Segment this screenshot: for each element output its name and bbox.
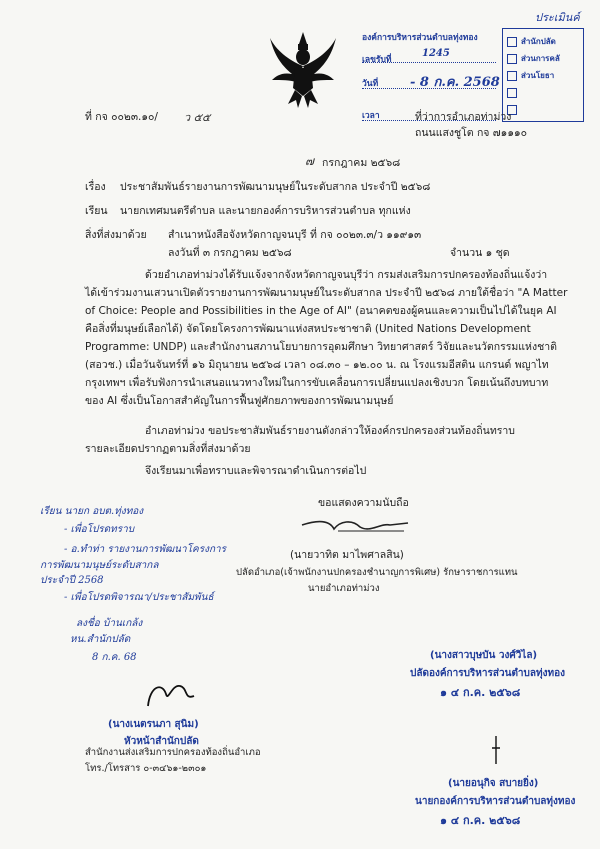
doc-number-hand: ว ๕๕: [184, 111, 211, 124]
margin-note-5: ประจำปี 2568: [40, 575, 104, 586]
office-line2: ถนนแสงชูโต กจ ๗๑๑๑๐: [415, 127, 528, 139]
margin-note-6: - เพื่อโปรดพิจารณา/ประชาสัมพันธ์: [64, 592, 214, 603]
enclosure: สำเนาหนังสือจังหวัดกาญจนบุรี ที่ กจ ๐๐๒๓.๓/ว ๑๑๙๑๓: [168, 229, 422, 241]
recipient: นายกเทศมนตรีตำบล และนายกองค์การบริหารส่วนตำบล ทุกแห่ง: [120, 205, 411, 217]
signature-left: [144, 676, 204, 716]
stamp-right2-title: นายกองค์การบริหารส่วนตำบลทุ่งทอง: [415, 796, 576, 807]
route-option-3: ส่วนโยธา: [507, 67, 579, 84]
subject: ประชาสัมพันธ์รายงานการพัฒนามนุษย์ในระดับสากล ประจำปี ๒๕๖๘: [120, 181, 431, 193]
margin-note-3: - อ.ทำท่า รายงานการพัฒนาโครงการ: [64, 544, 226, 555]
footer-office: สำนักงานส่งเสริมการปกครองท้องถิ่นอำเภอ: [85, 747, 261, 758]
signature-main: [300, 515, 410, 541]
clerk-note-1: ลงชื่อ บ้านเกล้ง: [76, 618, 143, 629]
signature-right2: [484, 734, 508, 774]
clerk-note-2: หน.สำนักปลัด: [70, 634, 131, 645]
stamp-right2-date: ๑ ๔ ก.ค. ๒๕๖๘: [440, 814, 521, 827]
enclosure-qty: จำนวน ๑ ชุด: [450, 247, 510, 259]
enclosure-date: ลงวันที่ ๓ กรกฎาคม ๒๕๖๘: [168, 247, 292, 259]
stamp-left-title: หัวหน้าสำนักปลัด: [124, 736, 199, 747]
stamp-right2-name: (นายอนุกิจ สบายยิ่ง): [448, 778, 539, 789]
subject-label: เรื่อง: [85, 181, 106, 193]
stamp-right1-title: ปลัดองค์การบริหารส่วนตำบลทุ่งทอง: [410, 668, 565, 679]
signer-title-1: ปลัดอำเภอ(เจ้าพนักงานปกครองชำนาญการพิเศษ) รักษาราชการแทน: [236, 567, 518, 578]
body-paragraph-1: ด้วยอำเภอท่าม่วงได้รับแจ้งจากจังหวัดกาญจนบุรีว่า กรมส่งเสริมการปกครองท้องถิ่นแจ้งว่า ได้เข้าร่วมงานเสวนาเปิดตัวรายงานการพัฒนามนุษย์ในระดับสากล ประจำปี ๒๕๖๘ ภายใต้ชื่อว่า "A Matter of Choice: People and Possibilities in the Age of AI" (อนาคตของผู้คนและความเป็นไปได้ในยุค AI คือสิ่งที่มนุษย์เลือกได้) จัดโดยโครงการพัฒนาแห่งสหประชาชาติ (United Nations Development Programme: UNDP) และสำนักงานสภานโยบายการอุดมศึกษา วิทยาศาสตร์ วิจัยและนวัตกรรมแห่งชาติ (สอวช.) เมื่อวันจันทร์ที่ ๑๖ มิถุนายน ๒๕๖๘ เวลา ๐๘.๓๐ – ๑๒.๐๐ น. ณ โรงแรมอีสติน แกรนด์ พญาไท กรุงเทพฯ เพื่อรับฟังการนำเสนอแนวทางใหม่ในการขับเคลื่อนการเปลี่ยนแปลงเชิงบวก โดยเน้นถึงบทบาท ของ AI ซึ่งเป็นโอกาสสำคัญในการฟื้นฟูศักยภาพของการพัฒนามนุษย์: [85, 269, 568, 407]
corner-note: ประเมินค์: [535, 11, 580, 24]
date-day-hand: ๗: [305, 154, 315, 168]
stamp-right1-name: (นางสาวบุษบัน วงศ์วิไล): [430, 650, 538, 661]
route-option-5: [507, 101, 579, 118]
office-line1: ที่ว่าการอำเภอท่าม่วง: [415, 111, 512, 123]
margin-note-1: เรียน นายก อบต.ทุ่งทอง: [40, 506, 144, 517]
route-option-2: ส่วนการคลั: [507, 50, 579, 67]
receipt-date: - 8 ก.ค. 2568: [410, 75, 500, 90]
receipt-date-label: วันที่: [362, 79, 379, 89]
receipt-number-label: เลขรับที่: [362, 55, 392, 65]
receipt-org: องค์การบริหารส่วนตำบลทุ่งทอง: [362, 33, 478, 43]
stamp-left-name: (นางเนตรนภา สุนิม): [108, 719, 199, 730]
body-paragraph-2: อำเภอท่าม่วง ขอประชาสัมพันธ์รายงานดังกล่าวให้องค์กรปกครองส่วนท้องถิ่นทราบ รายละเอียดปรากฏตามสิ่งที่ส่งมาด้วย: [85, 425, 515, 455]
closing-request: จึงเรียนมาเพื่อทราบและพิจารณาดำเนินการต่อไป: [145, 465, 367, 477]
letter-date: กรกฎาคม ๒๕๖๘: [322, 157, 401, 169]
footer-phone: โทร./โทรสาร ๐-๓๔๖๑-๒๓๐๑: [85, 763, 207, 774]
margin-note-2: - เพื่อโปรดทราบ: [64, 524, 135, 535]
route-option-4: [507, 84, 579, 101]
signer-title-2: นายอำเภอท่าม่วง: [308, 583, 380, 594]
to-label: เรียน: [85, 205, 108, 217]
stamp-right1-date: ๑ ๔ ก.ค. ๒๕๖๘: [440, 686, 521, 699]
clerk-note-3: 8 ก.ค. 68: [92, 652, 137, 663]
route-option-1: สำนักปลัด: [507, 33, 579, 50]
signer-name: (นายวาทิต มาไพศาลสิน): [290, 549, 404, 561]
receipt-time-label: เวลา: [362, 111, 380, 121]
margin-note-4: การพัฒนามนุษย์ระดับสากล: [40, 560, 159, 571]
receipt-number: 1245: [422, 48, 450, 59]
closing-salutation: ขอแสดงความนับถือ: [318, 497, 409, 509]
enclosure-label: สิ่งที่ส่งมาด้วย: [85, 229, 147, 241]
routing-box: [502, 28, 584, 122]
garuda-emblem: [268, 30, 338, 110]
doc-number: ที่ กจ ๐๐๒๓.๑๐/: [85, 111, 158, 123]
